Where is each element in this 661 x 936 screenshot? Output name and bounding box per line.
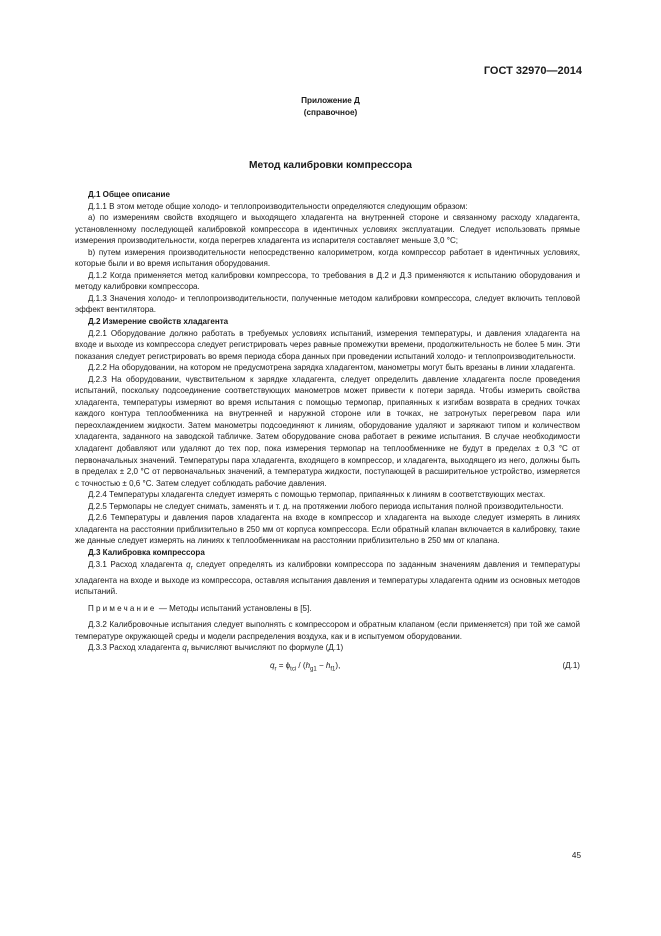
note-text: — Методы испытаний установлены в [5]. <box>156 603 312 613</box>
formula-q-sub: r <box>274 666 277 673</box>
formula-row <box>75 660 580 674</box>
annex-heading <box>0 95 661 119</box>
formula-eq: = ϕ <box>276 660 291 670</box>
document-title: Метод калибровки компрессора <box>249 160 412 171</box>
formula-h1-sub: g1 <box>310 666 317 673</box>
annex-subtitle: (справочное) <box>303 108 358 117</box>
paragraph: Д.2.6 Температуры и давления паров хладагента на входе в компрессор и хладагента на выходе следует измерять в линиях хладагента на расстоянии приблизительно в 250 мм от корпуса компрессора. Если обратный клапан включается в калибровку, такие же данные следует измерять на линиях к теплообменникам на расстоянии приблизительно в 250 мм от клапана. <box>75 513 580 546</box>
section-heading: Д.1 Общее описание <box>88 190 170 199</box>
paragraph: а) по измерениям свойств входящего и выходящего хладагента на внутренней стороне и связанному расходу хладагента, установленному последующей калибровкой компрессора в идентичных условиях эксплуатации. Следует использовать прямые измерения производительности, когда перегрев хладагента из испарителя составляет меньше 3,0 °С; <box>75 213 580 246</box>
paragraph: Д.1.3 Значения холодо- и теплопроизводительности, полученные методом калибровки компрессора, следует включить тепловой эффект вентилятора. <box>75 293 580 315</box>
formula-h2: h <box>325 660 331 670</box>
paragraph-text: Д.3.3 Расход хладагента <box>88 643 183 653</box>
formula-number: (Д.1) <box>562 660 580 670</box>
symbol-q: q <box>182 643 187 653</box>
standard-designation: ГОСТ 32970—2014 <box>483 65 582 77</box>
document-body <box>75 189 580 674</box>
paragraph: Д.1.2 Когда применяется метод калибровки компрессора, то требования в Д.2 и Д.3 применяются к испытанию оборудования и методу калибровки компрессора. <box>75 270 580 292</box>
page-number: 45 <box>571 851 581 860</box>
paragraph-text: вычисляют вычисляют по формуле (Д.1) <box>188 643 344 653</box>
section-heading: Д.3 Калибровка компрессора <box>88 547 205 557</box>
paragraph-text: следует определять из калибровки компрессора по заданным значениям давления и температуры хладагента на входе и выходе из компрессора, оставляя испытания давления и температуры хладагента одним из основных методов испытаний. <box>75 559 580 597</box>
formula-h2-sub: f1 <box>330 666 336 673</box>
formula-minus: − <box>316 660 326 670</box>
paragraph: Д.2.5 Термопары не следует снимать, заменять и т. д. на протяжении любого периода испытания полной производительности. <box>88 501 564 511</box>
paragraph-text: Д.3.1 Расход хладагента <box>88 559 187 569</box>
paragraph <box>75 559 580 598</box>
formula-close: ), <box>335 660 341 670</box>
annex-title: Приложение Д <box>301 96 360 105</box>
section-heading: Д.2 Измерение свойств хладагента <box>88 317 229 327</box>
paragraph: b) путем измерения производительности непосредственно калориметром, когда компрессор работает в идентичных условиях, которые были и во время испытания оборудования. <box>75 247 580 269</box>
paragraph: Д.2.3 На оборудовании, чувствительном к зарядке хладагента, следует определить давление хладагента после проведения испытаний, поскольку подсоединение соответствующих манометров может привести к потери заряда. Чтобы измерить свойства хладагента, температуры измеряют во время испытания с помощью термопар, припаянных к изгибам возврата в средних точках каждого контура теплообменника на внутренней и наружной стороне или в точках, не затронутых перегревом пара или переохлаждением жидкости. Затем манометры подсоединяют к линиям, оборудование удаляют и заряжают типом и количеством хладагента, заданного на заводской табличке. Затем оборудование снова работает в режиме испытания. В случае необходимости хладагент добавляют или удаляют до тех пор, пока измерения термопар на теплообменнике не будут в пределах ± 0,3 °С от первоначальных значений. Температуры пара хладагента, входящего в компрессор, и хладагента, выходящего из него, должны быть в пределах ± 2,0 °С от первоначальных значений, а температура жидкости, поступающей в расширительное устройство, измеряется с точностью ± 0,6 °С. Затем следует соблюдать рабочие давления. <box>75 374 580 488</box>
paragraph: Д.3.2 Калибровочные испытания следует выполнять с компрессором и обратным клапаном (если применяется) при той же самой температуре окружающей среды и модели распределения воздуха, как и в испытуемом оборудовании. <box>75 620 580 641</box>
paragraph <box>75 642 580 658</box>
formula-q: q <box>270 660 275 670</box>
symbol-subscript: r <box>186 649 189 655</box>
formula-div: / ( <box>296 660 306 670</box>
symbol-q: q <box>186 559 191 569</box>
formula-h1: h <box>305 660 311 670</box>
symbol-subscript: r <box>190 565 193 572</box>
paragraph: Д.2.4 Температуры хладагента следует измерять с помощью термопар, припаянных к линиям в соответствующих местах. <box>88 490 546 500</box>
formula <box>270 660 340 676</box>
paragraph: Д.2.1 Оборудование должно работать в требуемых условиях испытаний, измерения температуры, и давления хладагента на входе и выходе из компрессора следует регистрировать через равные промежутки времени, продолжительность не более 5 мин. Эти показания следует регистрировать во время периода сбора данных при проведении испытаний холодо- и теплопроизводительности. <box>75 328 580 361</box>
paragraph: Д.2.2 На оборудовании, на котором не предусмотрена зарядка хладагентом, манометры могут быть врезаны в линии хладагента. <box>88 363 576 373</box>
paragraph: Д.1.1 В этом методе общие холодо- и теплопроизводительности определяются следующим образом: <box>88 201 468 211</box>
formula-phi-sub: tci <box>290 666 297 673</box>
note <box>75 603 580 615</box>
note-label: Примечание <box>88 603 157 613</box>
